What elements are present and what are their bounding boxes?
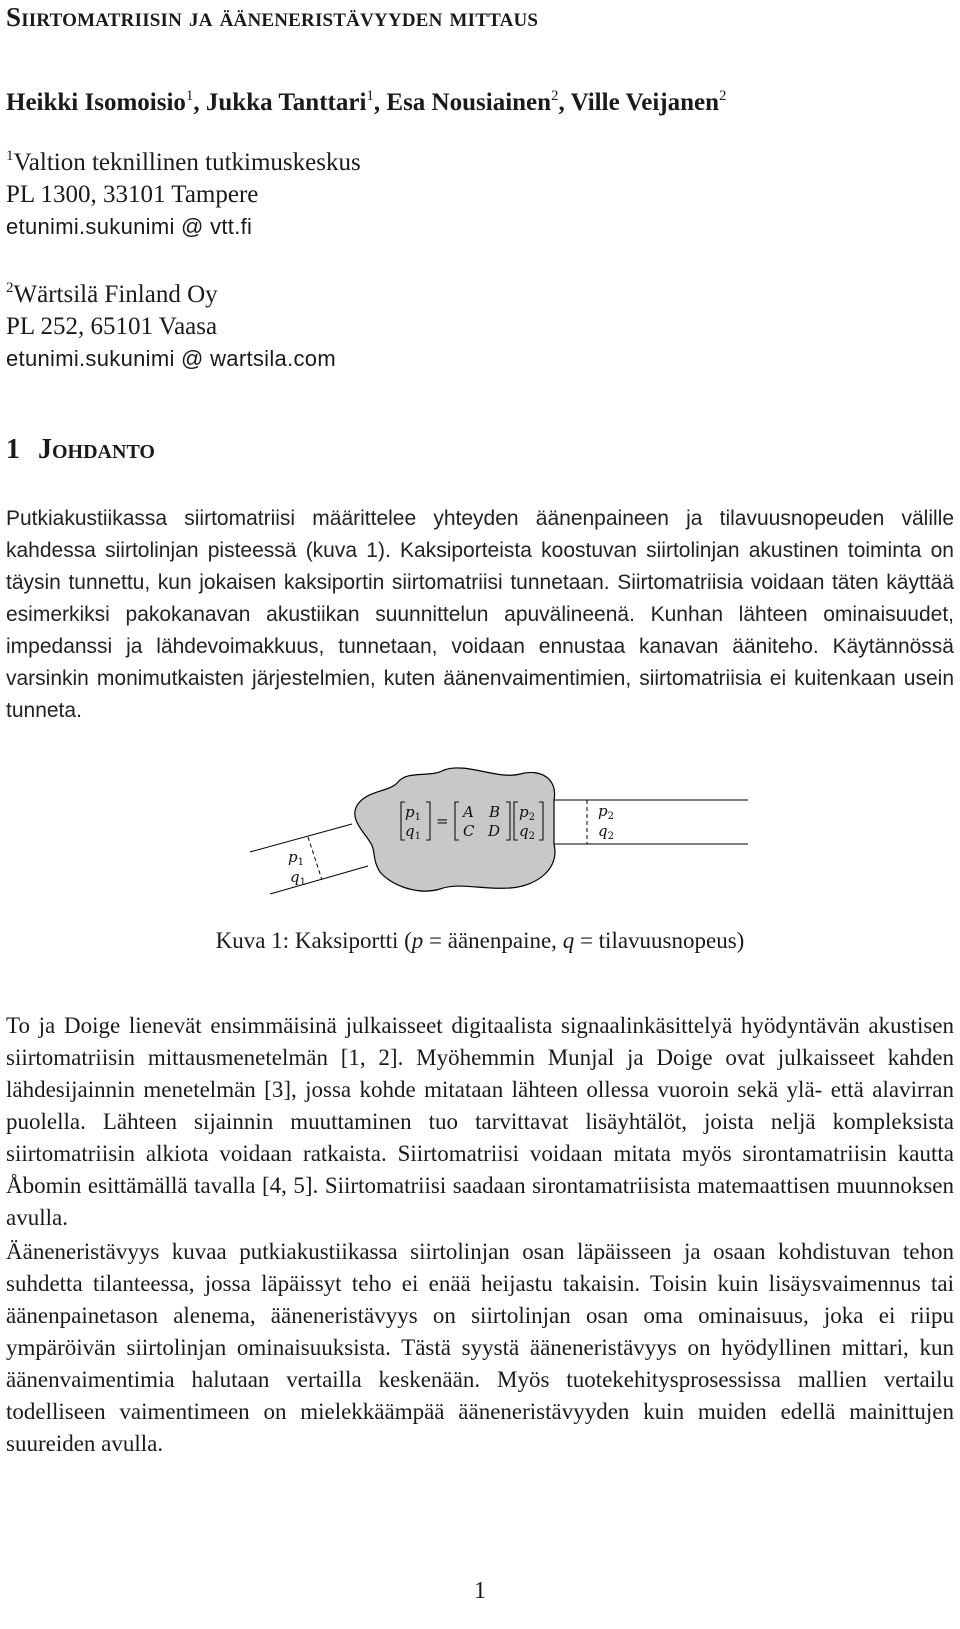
paragraph-transmission-loss: Ääneneristävyys kuvaa putkiakustiikassa siirtolinjan osan läpäisseen ja osaan kohdistuvan tehon suhdetta tilanteessa, jossa läpäissyt teho ei enää heijastu takaisin. Toisin kuin lisäysvaimennus tai äänenpainetason alenema, ääneneristävyys on siirtolinjan osan oma ominaisuus, joka ei riipu ympäröivän siirtolinjan ominaisuuksista. Tästä syystä ääneneristävyys on hyödyllinen mittari, kun äänenvaimentimia halutaan vertailla keskenään. Myös tuotekehitysprosessissa mallien vertailu todelliseen vaimentimeen on mielekkäämpää ääneneristävyyden kuin muiden edellä mainittujen suureiden avulla. [6, 1239, 954, 1456]
affiliation-email: etunimi.sukunimi @ vtt.fi [6, 214, 253, 239]
affiliation-email: etunimi.sukunimi @ wartsila.com [6, 346, 336, 371]
affiliation-org: $^2$Wärtsilä Finland Oy [6, 280, 218, 308]
inlet-section-line [308, 837, 322, 880]
p2-symbol: $p_2$ [519, 803, 535, 823]
affiliation-vtt [6, 140, 361, 243]
author: Esa Nousiainen$^2$, [386, 88, 571, 116]
figure-caption: Kuva 1: Kaksiportti (p = äänenpaine, q = tilavuusnopeus) [215, 928, 745, 953]
equals-sign: = [436, 812, 449, 830]
two-port-figure [230, 758, 750, 898]
outlet-q2-label: $q_2$ [598, 822, 614, 842]
author: Heikki Isomoisio$^1$, [6, 88, 206, 116]
author-list [6, 88, 727, 117]
affiliation-address: PL 252, 65101 Vaasa [6, 313, 218, 340]
page-number: 1 [474, 1578, 486, 1604]
p1-symbol: $p_1$ [405, 803, 421, 823]
author: Ville Veijanen$^2$ [570, 88, 727, 116]
section-number: 1 [6, 434, 20, 465]
q1-symbol: $q_1$ [405, 822, 421, 842]
matrix-d: D [488, 822, 501, 840]
affiliation-address: PL 1300, 33101 Tampere [6, 181, 259, 208]
q2-symbol: $q_2$ [519, 822, 535, 842]
paragraph-history: To ja Doige lienevät ensimmäisinä julkaisseet digitaalista signaalinkäsittelyä hyödyntävän akustisen siirtomatriisin mittausmenetelmän [1, 2]. Myöhemmin Munjal ja Doige ovat julkaisseet kahden lähdesijainnin menetelmän [3], jossa kohde mitataan lähteen ollessa vuoroin sekä ylä- että alavirran puolella. Lähteen sijainnin muuttaminen tuo tarvittavat lisäyhtälöt, joista neljä kompleksista siirtomatriisin alkiota voidaan ratkaista. Siirtomatriisi voidaan mitata myös sirontamatriisin kautta Åbomin esittämällä tavalla [4, 5]. Siirtomatriisi saadaan sirontamatriisista matemaattisen muunnoksen avulla. [6, 1013, 954, 1230]
paper-title: Siirtomatriisin ja ääneneristävyyden mittaus [6, 2, 539, 32]
author: Jukka Tanttari$^1$, [205, 88, 387, 116]
inlet-q1-label: $q_1$ [290, 868, 306, 888]
matrix-b: B [489, 803, 501, 821]
affiliation-wartsila [6, 272, 336, 375]
matrix-a: A [463, 803, 474, 821]
matrix-c: C [463, 822, 475, 840]
outlet-p2-label: $p_2$ [598, 802, 614, 822]
section-title: Johdanto [38, 434, 155, 465]
section-heading [6, 434, 155, 466]
paragraph-intro: Putkiakustiikassa siirtomatriisi määrittelee yhteyden äänenpaineen ja tilavuusnopeuden välille kahdessa siirtolinjan pisteessä (kuva 1). Kaksiporteista koostuvan siirtolinjan akustinen toiminta on täysin tunnettu, kun jokaisen kaksiportin siirtomatriisi tunnetaan. Siirtomatriisia voidaan täten käyttää esimerkiksi pakokanavan akustiikan suunnittelun apuvälineenä. Kunhan lähteen ominaisuudet, impedanssi ja lähdevoimakkuus, tunnetaan, voidaan ennustaa kanavan ääniteho. Käytännössä varsinkin monimutkaisten järjestelmien, kuten äänenvaimentimien, siirtomatriisia ei kuitenkaan usein tunneta. [6, 507, 954, 722]
inlet-p1-label: $p_1$ [288, 848, 304, 868]
affiliation-org: $^1$Valtion teknillinen tutkimuskeskus [6, 148, 361, 176]
